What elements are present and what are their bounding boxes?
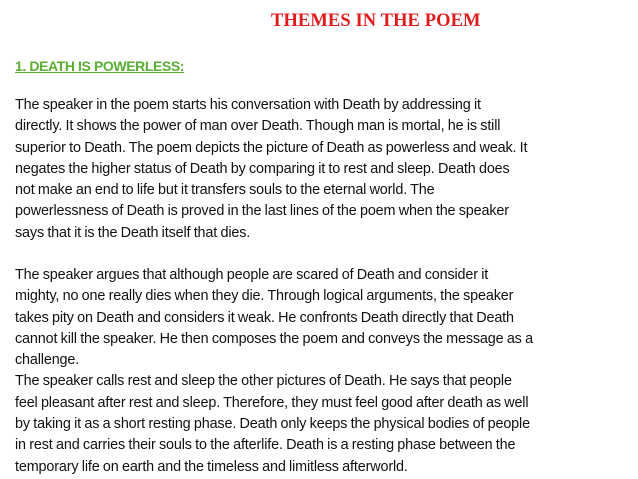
text-line: mighty, no one really dies when they die. Through logical arguments, the speaker bbox=[15, 288, 514, 305]
text-line: negates the higher status of Death by comparing it to rest and sleep. Death does bbox=[15, 160, 510, 177]
text-line: in rest and carries their souls to the afterlife. Death is a resting phase between the bbox=[15, 437, 516, 454]
text-line: directly. It shows the power of man over Death. Though man is mortal, he is still bbox=[15, 118, 501, 135]
section-heading: 1. DEATH IS POWERLESS: bbox=[15, 58, 185, 74]
text-line: temporary life on earth and the timeless and limitless afterworld. bbox=[15, 458, 408, 475]
text-line: says that it is the Death itself that dies. bbox=[15, 224, 251, 241]
text-line: The speaker argues that although people are scared of Death and consider it bbox=[15, 267, 489, 283]
text-line: The speaker in the poem starts his conversation with Death by addressing it bbox=[15, 97, 481, 113]
paragraph-1 bbox=[15, 95, 627, 244]
text-line: superior to Death. The poem depicts the picture of Death as powerless and weak. It bbox=[15, 139, 528, 156]
text-line: by taking it as a short resting phase. Death only keeps the physical bodies of people bbox=[15, 416, 530, 433]
text-line: takes pity on Death and considers it weak. He confronts Death directly that Death bbox=[15, 309, 514, 326]
text-line: feel pleasant after rest and sleep. Therefore, they must feel good after death as well bbox=[15, 394, 529, 411]
text-line: The speaker calls rest and sleep the other pictures of Death. He says that people bbox=[15, 373, 512, 390]
slide-title: THEMES IN THE POEM bbox=[271, 11, 481, 31]
text-line: powerlessness of Death is proved in the last lines of the poem when the speaker bbox=[15, 203, 509, 220]
text-line: not make an end to life but it transfers souls to the eternal world. The bbox=[15, 182, 435, 199]
paragraph-2 bbox=[15, 265, 627, 478]
text-line: cannot kill the speaker. He then composes the poem and conveys the message as a bbox=[15, 330, 533, 347]
text-line: challenge. bbox=[15, 352, 80, 369]
